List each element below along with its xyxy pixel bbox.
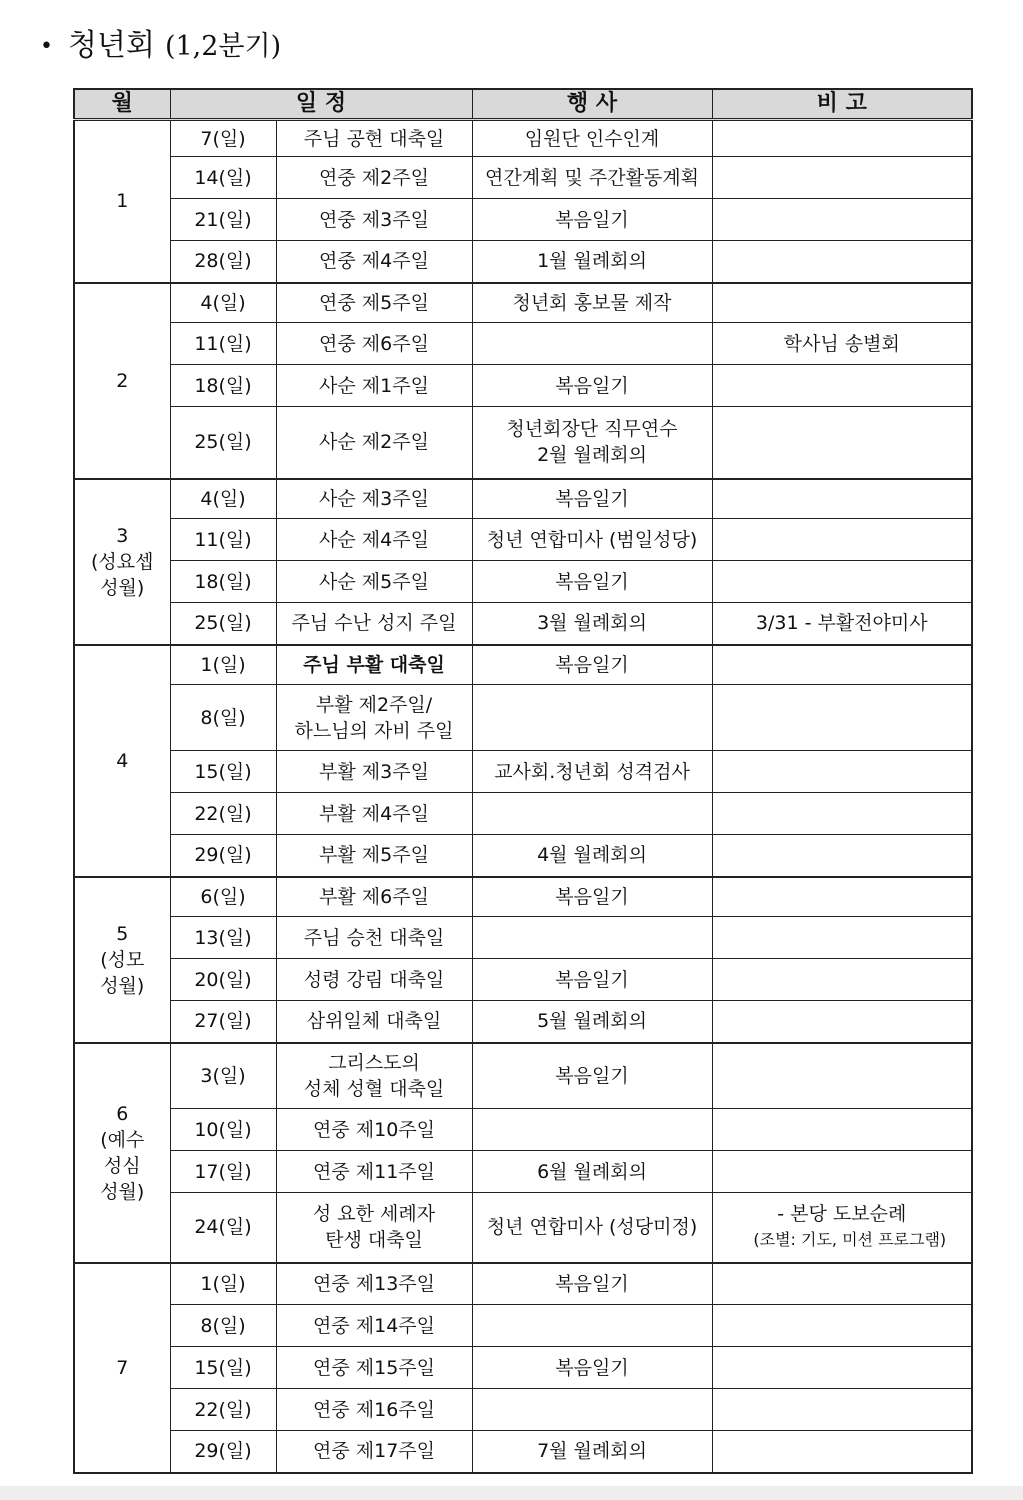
- event-cell-line: 7월 월례회의: [537, 1440, 647, 1463]
- event-cell-line: 복음일기: [555, 208, 629, 231]
- note-cell-line: - 본당 도보순례: [777, 1203, 907, 1226]
- note-cell: [712, 835, 972, 877]
- note-cell: [712, 519, 972, 561]
- day-cell: 1(일): [170, 645, 276, 685]
- feast-cell: [276, 877, 472, 917]
- note-cell: [712, 751, 972, 793]
- day-cell: 1(일): [170, 1263, 276, 1305]
- feast-cell-line: 하느님의 자비 주일: [294, 719, 454, 742]
- feast-cell: [276, 1347, 472, 1389]
- month-cell-line: (성모: [100, 948, 145, 971]
- event-cell-line: 5월 월례회의: [537, 1010, 647, 1033]
- event-cell-line: 복음일기: [555, 968, 629, 991]
- day-cell: 3(일): [170, 1043, 276, 1109]
- table-row: [74, 157, 972, 199]
- feast-cell-line: 주님 수난 성지 주일: [291, 612, 457, 635]
- table-row: [74, 1347, 972, 1389]
- event-cell-line: 복음일기: [555, 1272, 629, 1295]
- table-row: [74, 323, 972, 365]
- feast-cell: [276, 283, 472, 323]
- event-cell-line: 복음일기: [555, 570, 629, 593]
- day-cell: 17(일): [170, 1151, 276, 1193]
- note-cell: [712, 603, 972, 645]
- note-cell: [712, 365, 972, 407]
- table-row: [74, 241, 972, 283]
- table-row: [74, 1043, 972, 1109]
- feast-cell: [276, 1263, 472, 1305]
- day-cell: 13(일): [170, 917, 276, 959]
- header-month: 월: [74, 89, 170, 120]
- event-cell: [472, 959, 712, 1001]
- note-cell: [712, 877, 972, 917]
- day-cell: 10(일): [170, 1109, 276, 1151]
- event-cell-line: 복음일기: [555, 1064, 629, 1087]
- note-cell: [712, 323, 972, 365]
- feast-cell-line: 부활 제6주일: [319, 885, 429, 908]
- day-cell: 25(일): [170, 603, 276, 645]
- day-cell: 24(일): [170, 1193, 276, 1263]
- note-cell: [712, 120, 972, 157]
- schedule-table: [73, 88, 973, 1474]
- table-row: [74, 1001, 972, 1043]
- feast-cell: [276, 407, 472, 479]
- day-cell: 11(일): [170, 519, 276, 561]
- header-note: 비 고: [712, 89, 972, 120]
- feast-cell: [276, 1193, 472, 1263]
- feast-cell: [276, 1001, 472, 1043]
- event-cell: [472, 283, 712, 323]
- month-cell-line: (예수: [100, 1128, 145, 1151]
- note-cell: [712, 407, 972, 479]
- day-cell: 4(일): [170, 479, 276, 519]
- event-cell: [472, 603, 712, 645]
- day-cell: 28(일): [170, 241, 276, 283]
- table-row: [74, 1431, 972, 1473]
- note-cell: [712, 1043, 972, 1109]
- feast-cell-line: 연중 제14주일: [313, 1314, 435, 1337]
- table-row: [74, 479, 972, 519]
- feast-cell-line: 탄생 대축일: [325, 1229, 423, 1252]
- table-row: [74, 793, 972, 835]
- day-cell: 29(일): [170, 835, 276, 877]
- event-cell-line: 청년 연합미사 (범일성당): [486, 528, 698, 551]
- table-row: [74, 561, 972, 603]
- month-cell: [74, 1043, 170, 1263]
- feast-cell-line: 주님 공현 대축일: [303, 127, 445, 150]
- event-cell-line: 임원단 인수인계: [524, 127, 660, 150]
- note-cell: [712, 959, 972, 1001]
- event-cell: [472, 365, 712, 407]
- event-cell: [472, 1151, 712, 1193]
- feast-cell-line: 연중 제15주일: [313, 1356, 435, 1379]
- event-cell-line: 복음일기: [555, 653, 629, 676]
- month-cell-line: (성요셉: [91, 550, 154, 573]
- header-schedule: 일 정: [170, 89, 472, 120]
- day-cell: 22(일): [170, 1389, 276, 1431]
- feast-cell-line: 연중 제11주일: [313, 1160, 435, 1183]
- event-cell: [472, 1305, 712, 1347]
- event-cell-line: 복음일기: [555, 487, 629, 510]
- month-cell-line: 성심: [103, 1154, 141, 1177]
- bullet-icon: •: [40, 33, 53, 59]
- event-cell-line: 청년회 홍보물 제작: [512, 291, 672, 314]
- month-cell-line: 성월): [100, 1180, 145, 1203]
- month-cell-line: 4: [116, 749, 129, 772]
- note-cell-line: (조별: 기도, 미션 프로그램): [753, 1230, 947, 1250]
- event-cell: [472, 1001, 712, 1043]
- day-cell: 6(일): [170, 877, 276, 917]
- day-cell: 15(일): [170, 1347, 276, 1389]
- event-cell: [472, 120, 712, 157]
- day-cell: 15(일): [170, 751, 276, 793]
- event-cell-line: 복음일기: [555, 1356, 629, 1379]
- feast-cell-line: 연중 제6주일: [319, 332, 429, 355]
- feast-cell: [276, 959, 472, 1001]
- event-cell: [472, 1347, 712, 1389]
- table-row: [74, 917, 972, 959]
- month-cell-line: 성월): [100, 576, 145, 599]
- feast-cell-line: 사순 제5주일: [319, 570, 429, 593]
- day-cell: 21(일): [170, 199, 276, 241]
- event-cell-line: 1월 월례회의: [537, 250, 647, 273]
- event-cell-line: 2월 월례회의: [537, 444, 647, 467]
- note-cell: [712, 1193, 972, 1263]
- event-cell: [472, 877, 712, 917]
- page-title: [40, 26, 281, 67]
- feast-cell: [276, 241, 472, 283]
- feast-cell-line: 주님 승천 대축일: [303, 926, 445, 949]
- note-cell: [712, 1431, 972, 1473]
- event-cell-line: 복음일기: [555, 885, 629, 908]
- note-cell: [712, 1109, 972, 1151]
- event-cell: [472, 917, 712, 959]
- note-cell: [712, 157, 972, 199]
- event-cell-line: 교사회.청년회 성격검사: [494, 760, 690, 783]
- feast-cell-line: 삼위일체 대축일: [306, 1010, 442, 1033]
- note-cell: [712, 199, 972, 241]
- event-cell: [472, 1109, 712, 1151]
- note-cell: [712, 685, 972, 751]
- table-row: [74, 283, 972, 323]
- feast-cell-line: 부활 제3주일: [319, 760, 429, 783]
- feast-cell: [276, 1305, 472, 1347]
- feast-cell: [276, 1389, 472, 1431]
- day-cell: 27(일): [170, 1001, 276, 1043]
- table-row: [74, 120, 972, 157]
- note-cell-line: 3/31 - 부활전야미사: [755, 612, 928, 635]
- day-cell: 20(일): [170, 959, 276, 1001]
- event-cell: [472, 1193, 712, 1263]
- event-cell: [472, 561, 712, 603]
- feast-cell: [276, 1151, 472, 1193]
- feast-cell-line: 그리스도의: [328, 1051, 420, 1074]
- day-cell: 8(일): [170, 1305, 276, 1347]
- event-cell: [472, 519, 712, 561]
- day-cell: 14(일): [170, 157, 276, 199]
- event-cell: [472, 751, 712, 793]
- event-cell-line: 청년 연합미사 (성당미정): [486, 1216, 698, 1239]
- month-cell: [74, 645, 170, 877]
- feast-cell: [276, 685, 472, 751]
- feast-cell: [276, 793, 472, 835]
- feast-cell: [276, 479, 472, 519]
- month-cell: [74, 877, 170, 1043]
- feast-cell-line: 성체 성혈 대축일: [303, 1077, 445, 1100]
- table-row: [74, 645, 972, 685]
- note-cell: [712, 1347, 972, 1389]
- table-row: [74, 685, 972, 751]
- event-cell-line: 4월 월례회의: [537, 844, 647, 867]
- header-row: [74, 89, 972, 120]
- event-cell: [472, 241, 712, 283]
- table-row: [74, 1151, 972, 1193]
- note-cell: [712, 1305, 972, 1347]
- day-cell: 18(일): [170, 561, 276, 603]
- day-cell: 22(일): [170, 793, 276, 835]
- month-cell-line: 1: [116, 190, 129, 213]
- feast-cell: [276, 645, 472, 685]
- event-cell: [472, 1263, 712, 1305]
- event-cell-line: 6월 월례회의: [537, 1160, 647, 1183]
- feast-cell-line: 연중 제10주일: [313, 1118, 435, 1141]
- event-cell: [472, 157, 712, 199]
- event-cell-line: 3월 월례회의: [537, 612, 647, 635]
- table-row: [74, 1389, 972, 1431]
- month-cell-line: 성월): [100, 974, 145, 997]
- feast-cell-line: 성령 강림 대축일: [303, 968, 445, 991]
- event-cell-line: 연간계획 및 주간활동계획: [485, 166, 699, 189]
- event-cell: [472, 199, 712, 241]
- table-row: [74, 407, 972, 479]
- feast-cell-line: 연중 제17주일: [313, 1440, 435, 1463]
- table-row: [74, 1193, 972, 1263]
- month-cell: [74, 120, 170, 283]
- month-cell: [74, 479, 170, 645]
- day-cell: 7(일): [170, 120, 276, 157]
- table-row: [74, 603, 972, 645]
- feast-cell: [276, 1043, 472, 1109]
- month-cell-line: 2: [116, 369, 129, 392]
- feast-cell: [276, 835, 472, 877]
- feast-cell-line: 부활 제4주일: [319, 802, 429, 825]
- feast-cell-line: 사순 제2주일: [319, 431, 429, 454]
- note-cell: [712, 917, 972, 959]
- day-cell: 11(일): [170, 323, 276, 365]
- event-cell: [472, 835, 712, 877]
- table-row: [74, 751, 972, 793]
- note-cell: [712, 1151, 972, 1193]
- feast-cell-line: 연중 제5주일: [319, 291, 429, 314]
- event-cell-line: 복음일기: [555, 374, 629, 397]
- note-cell: [712, 645, 972, 685]
- event-cell: [472, 685, 712, 751]
- event-cell: [472, 645, 712, 685]
- feast-cell-line: 연중 제3주일: [319, 208, 429, 231]
- bottom-scroll-area: [0, 1486, 1023, 1500]
- feast-cell: [276, 323, 472, 365]
- day-cell: 29(일): [170, 1431, 276, 1473]
- feast-cell: [276, 1431, 472, 1473]
- feast-cell-line: 부활 제2주일/: [315, 693, 433, 716]
- month-cell: [74, 1263, 170, 1473]
- event-cell: [472, 793, 712, 835]
- note-cell: [712, 1001, 972, 1043]
- table-row: [74, 1305, 972, 1347]
- event-cell: [472, 407, 712, 479]
- feast-cell-line: 사순 제1주일: [319, 374, 429, 397]
- day-cell: 8(일): [170, 685, 276, 751]
- month-cell: [74, 283, 170, 479]
- month-cell-line: 6: [116, 1102, 129, 1125]
- event-cell-line: 청년회장단 직무연수: [506, 418, 678, 441]
- table-row: [74, 365, 972, 407]
- feast-cell-line: 연중 제4주일: [319, 250, 429, 273]
- feast-cell: [276, 157, 472, 199]
- feast-cell: [276, 917, 472, 959]
- feast-cell: [276, 1109, 472, 1151]
- note-cell-line: 학사님 송별회: [783, 332, 900, 355]
- title-subtitle: (1,2분기): [164, 31, 282, 62]
- note-cell: [712, 241, 972, 283]
- event-cell: [472, 1389, 712, 1431]
- note-cell: [712, 1389, 972, 1431]
- schedule-body: [74, 120, 972, 1473]
- feast-cell: [276, 199, 472, 241]
- feast-cell: [276, 519, 472, 561]
- feast-cell-line: 연중 제2주일: [319, 166, 429, 189]
- feast-cell: [276, 603, 472, 645]
- month-cell-line: 3: [116, 524, 129, 547]
- feast-cell: [276, 120, 472, 157]
- table-row: [74, 1263, 972, 1305]
- feast-cell-line: 연중 제16주일: [313, 1398, 435, 1421]
- table-row: [74, 959, 972, 1001]
- feast-cell-line: 사순 제4주일: [319, 528, 429, 551]
- event-cell: [472, 1431, 712, 1473]
- table-row: [74, 877, 972, 917]
- feast-cell: [276, 561, 472, 603]
- note-cell: [712, 283, 972, 323]
- feast-cell-line: 연중 제13주일: [313, 1272, 435, 1295]
- day-cell: 18(일): [170, 365, 276, 407]
- feast-cell-line: 사순 제3주일: [319, 487, 429, 510]
- event-cell: [472, 323, 712, 365]
- feast-cell-line: 성 요한 세례자: [312, 1203, 436, 1226]
- day-cell: 25(일): [170, 407, 276, 479]
- note-cell: [712, 561, 972, 603]
- table-row: [74, 1109, 972, 1151]
- table-row: [74, 519, 972, 561]
- note-cell: [712, 479, 972, 519]
- note-cell: [712, 793, 972, 835]
- title-text: 청년회: [68, 28, 155, 63]
- event-cell: [472, 1043, 712, 1109]
- feast-cell: [276, 365, 472, 407]
- table-row: [74, 835, 972, 877]
- note-cell: [712, 1263, 972, 1305]
- table-row: [74, 199, 972, 241]
- feast-cell-line: 부활 제5주일: [319, 844, 429, 867]
- day-cell: 4(일): [170, 283, 276, 323]
- feast-cell-line: 주님 부활 대축일: [303, 653, 445, 676]
- month-cell-line: 5: [116, 922, 129, 945]
- header-event: 행 사: [472, 89, 712, 120]
- month-cell-line: 7: [116, 1356, 129, 1379]
- feast-cell: [276, 751, 472, 793]
- event-cell: [472, 479, 712, 519]
